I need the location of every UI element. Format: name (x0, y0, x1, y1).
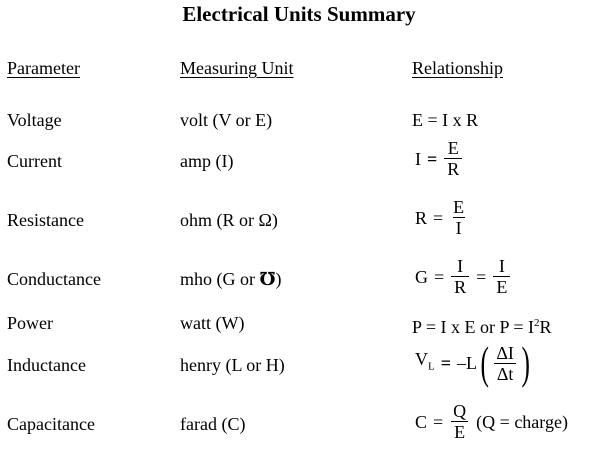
unit-label: ohm (R or Ω) (180, 210, 278, 230)
parameter-label: Inductance (7, 355, 86, 375)
header-measuring-unit: Measuring Unit (180, 58, 294, 78)
fraction: $\frac{I}{R}$ (451, 256, 469, 297)
relationship-formula: R = $\frac{E}{I}$ (412, 197, 471, 238)
header-relationship: Relationship (412, 58, 503, 78)
parameter-label: Capacitance (7, 414, 95, 434)
unit-label: mho (G or ℧) (180, 269, 282, 289)
parameter-label: Current (7, 151, 62, 171)
unit-label: henry (L or H) (180, 355, 285, 375)
relationship-formula: G = $\frac{I}{R}$ = $\frac{I}{E}$ (412, 256, 514, 297)
fraction: $\frac{\Delta I}{\Delta t}$ (493, 343, 517, 384)
relationship-formula: C = $\frac{Q}{E}$ (Q = charge) (415, 401, 568, 442)
header-parameter: Parameter (7, 58, 80, 78)
mho-symbol: ℧ (259, 269, 276, 289)
relationship-formula: $V_L = -L$( $\frac{\Delta I}{\Delta t}$ ) (415, 337, 530, 388)
fraction: $\frac{E}{R}$ (444, 138, 462, 179)
page-title: Electrical Units Summary (182, 2, 416, 26)
relationship-formula: E = I x R (412, 110, 479, 130)
parameter-label: Resistance (7, 210, 84, 230)
unit-label: farad (C) (180, 414, 246, 434)
unit-label: amp (I) (180, 151, 234, 171)
parameter-label: Conductance (7, 269, 101, 289)
relationship-formula: I = $\frac{E}{R}$ (412, 138, 466, 179)
relationship-formula: P = I x E or $P = I^2R$ (412, 317, 552, 337)
fraction: $\frac{Q}{E}$ (453, 401, 467, 442)
parameter-label: Power (7, 313, 53, 333)
unit-label: volt (V or E) (180, 110, 273, 130)
fraction: $\frac{E}{I}$ (453, 197, 465, 238)
unit-label: watt (W) (180, 313, 245, 333)
charge-note: (Q = charge) (476, 411, 568, 432)
parameter-label: Voltage (7, 110, 62, 130)
fraction: $\frac{I}{E}$ (493, 256, 510, 297)
